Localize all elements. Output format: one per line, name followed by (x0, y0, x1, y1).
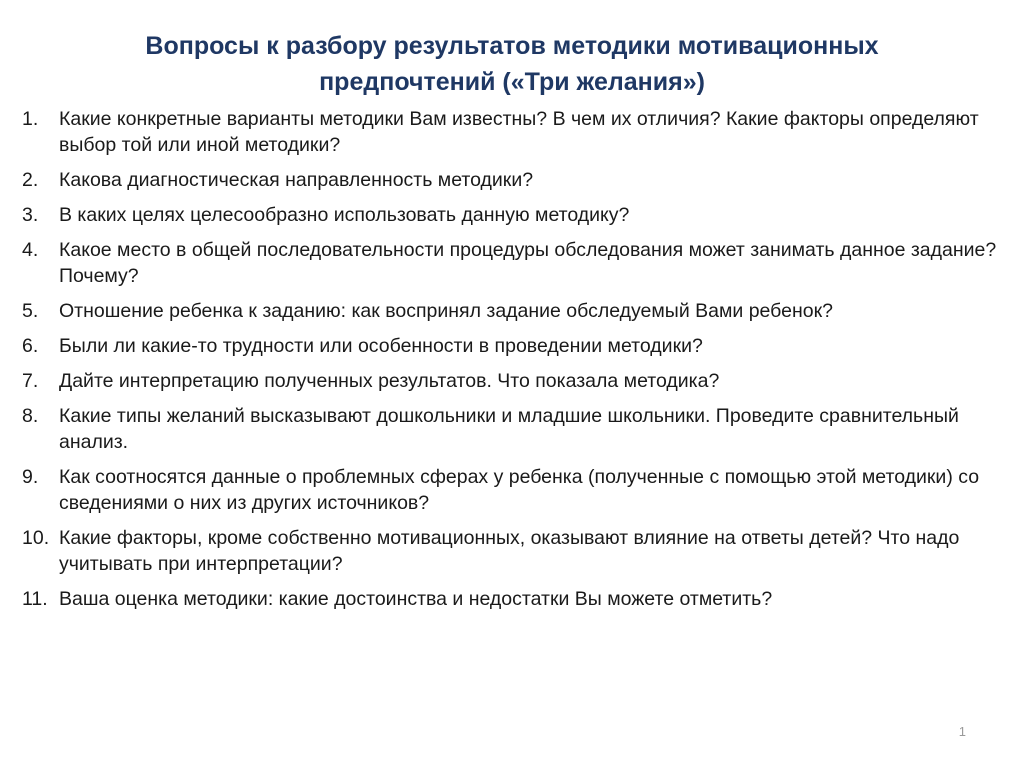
question-item-6 (22, 333, 1002, 359)
question-item-2 (22, 167, 1002, 193)
question-text: Дайте интерпретацию полученных результатов. Что показала методика? (59, 370, 720, 392)
question-number: 1. (22, 108, 39, 130)
question-number: 10. (22, 527, 50, 549)
question-text: Какова диагностическая направленность методики? (59, 169, 534, 191)
question-item-7 (22, 368, 1002, 394)
question-item-8 (22, 403, 1002, 455)
question-text: Какие конкретные варианты методики Вам известны? В чем их отличия? Какие факторы определяют выбор той или иной методики? (59, 108, 979, 156)
question-text: Какие типы желаний высказывают дошкольники и младшие школьники. Проведите сравнительный анализ. (59, 405, 959, 453)
question-item-9 (22, 464, 1002, 516)
question-item-5 (22, 298, 1002, 324)
question-text: Как соотносятся данные о проблемных сферах у ребенка (полученные с помощью этой методики) со сведениями о них из других источников? (59, 466, 980, 514)
question-item-3 (22, 202, 1002, 228)
question-item-11 (22, 586, 1002, 612)
question-text: Какие факторы, кроме собственно мотивационных, оказывают влияние на ответы детей? Что надо учитывать при интерпретации? (59, 527, 960, 575)
question-number: 6. (22, 335, 39, 357)
question-number: 4. (22, 239, 39, 261)
slide-title-line-2: предпочтений («Три желания») (319, 68, 705, 96)
question-text: Отношение ребенка к заданию: как воспринял задание обследуемый Вами ребенок? (59, 300, 833, 322)
slide-title-line-1: Вопросы к разбору результатов методики мотивационных (145, 32, 879, 60)
page-number: 1 (958, 724, 966, 739)
question-item-4 (22, 237, 1002, 289)
question-number: 7. (22, 370, 39, 392)
question-number: 11. (22, 588, 48, 610)
question-text: Ваша оценка методики: какие достоинства и недостатки Вы можете отметить? (59, 588, 773, 610)
question-number: 8. (22, 405, 39, 427)
question-text: Были ли какие-то трудности или особенности в проведении методики? (59, 335, 703, 357)
question-number: 2. (22, 169, 39, 191)
slide-title (40, 28, 984, 100)
question-number: 9. (22, 466, 39, 488)
questions-list (22, 106, 1002, 621)
question-text: Какое место в общей последовательности процедуры обследования может занимать данное задание? Почему? (59, 239, 997, 287)
question-text: В каких целях целесообразно использовать данную методику? (59, 204, 630, 226)
question-item-1 (22, 106, 1002, 158)
question-number: 3. (22, 204, 39, 226)
question-number: 5. (22, 300, 39, 322)
question-item-10 (22, 525, 1002, 577)
